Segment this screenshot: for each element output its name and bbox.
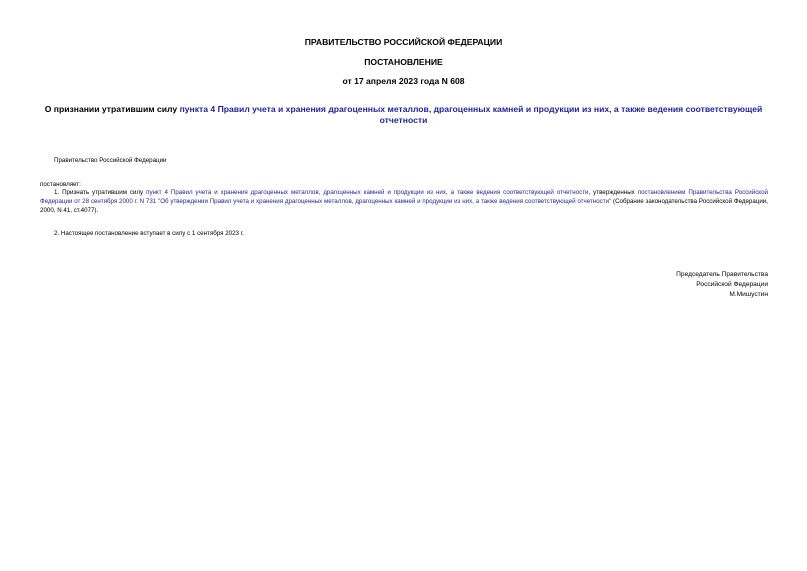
document-title: [40, 104, 767, 126]
paragraph-2: 2. Настоящее постановление вступает в силу с 1 сентября 2023 г.: [54, 230, 244, 237]
p1-link-clause[interactable]: пункт 4 Правил учета и хранения драгоценных металлов, драгоценных камней и продукции из них, а также ведения соответствующей отчетности: [146, 189, 589, 196]
document-type-heading: ПОСТАНОВЛЕНИЕ: [364, 57, 443, 67]
p1-start: 1. Признать утратившим силу: [54, 189, 147, 196]
signature-block: [676, 270, 768, 299]
document-date-number: от 17 апреля 2023 года N 608: [342, 76, 465, 86]
title-link[interactable]: пункта 4 Правил учета и хранения драгоценных металлов, драгоценных камней и продукции из них, а также ведения соответствующей отчетности: [179, 104, 763, 125]
p1-link-resolution[interactable]: постановлением Правительства Российской Федерации от 28 сентября 2000 г. N 731 "Об утверждении Правил учета и хранения драгоценных металлов, драгоценных камней и продукции из них, а также ведения соответствующей отчетности": [40, 189, 768, 205]
signature-name: М.Мишустин: [729, 290, 768, 298]
p1-end: (Собрание законодательства Российской Федерации, 2000, N 41, ст.4077).: [40, 198, 768, 214]
decree-text: постановляет:: [40, 181, 81, 188]
government-heading: ПРАВИТЕЛЬСТВО РОССИЙСКОЙ ФЕДЕРАЦИИ: [304, 37, 503, 47]
intro-text: Правительство Российской Федерации: [54, 157, 167, 164]
paragraph-1: [40, 188, 768, 215]
p1-mid: , утвержденных: [588, 189, 638, 196]
title-prefix: О признании утратившим силу: [44, 104, 180, 114]
signature-position-line2: Российской Федерации: [696, 280, 768, 288]
signature-position-line1: Председатель Правительства: [676, 271, 768, 278]
